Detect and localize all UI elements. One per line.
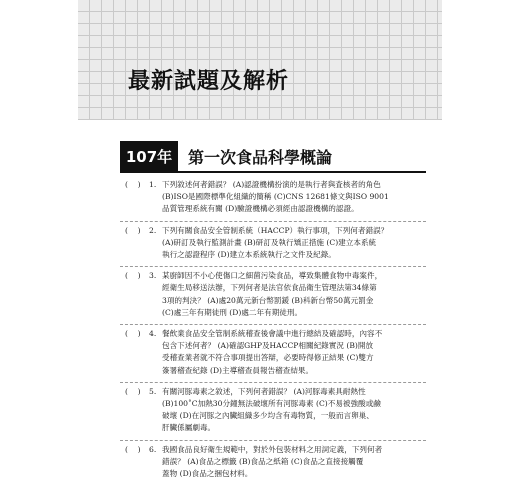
- question-text-line: 肝臟係屬劇毒。: [162, 423, 216, 433]
- answer-blank: ( ): [125, 180, 141, 189]
- question-item: [120, 383, 426, 441]
- question-item: [120, 325, 426, 383]
- question-text-line: 餐飲業食品安全管制系統稽查後會議中進行總結及確認時，內容不: [162, 329, 383, 339]
- question-text-line: 某廚師因不小心使傷口之細菌污染食品，導致集體食物中毒案件，: [162, 271, 383, 281]
- question-number: 3.: [149, 271, 157, 281]
- question-text-line: 品質管理系統有關 (D)驗證機構必須經由認證機構的認證。: [162, 204, 359, 214]
- question-number: 6.: [149, 444, 157, 454]
- year-label: 107年: [120, 141, 178, 171]
- exam-header: [120, 141, 426, 171]
- question-item: [120, 441, 426, 486]
- answer-blank: ( ): [125, 271, 141, 281]
- question-text-line: 包含下述何者？ (A)確認GHP及HACCP相關紀錄實況 (B)開放: [162, 341, 374, 351]
- question-text-line: 有關河豚毒素之敘述，下列何者錯誤？ (A)河豚毒素具耐熱性: [162, 386, 366, 396]
- answer-blank: ( ): [125, 386, 141, 396]
- answer-blank: ( ): [125, 225, 141, 235]
- question-text-line: 簽署稽查紀錄 (D)主導稽查員報告稽查結果。: [162, 365, 314, 375]
- question-number: 4.: [149, 329, 157, 339]
- question-text-line: 破壞 (D)在河豚之內臟組織多少均含有毒物質，一般而言卵巢、: [162, 411, 374, 421]
- question-number: 5.: [149, 386, 157, 396]
- question-text-line: 經衛生局移送法辦，下列何者是法官依食品衛生管理法第34條第: [162, 283, 377, 293]
- question-text-line: 蓋物 (D)食品之捆包材料。: [162, 469, 253, 479]
- question-text-line: 3項的判決？ (A)處20萬元新台幣罰鍰 (B)科新台幣50萬元罰金: [162, 295, 374, 305]
- question-text-line: 執行之認證程序 (D)建立本系統執行之文件及紀錄。: [162, 250, 336, 260]
- question-number: 1.: [149, 180, 157, 189]
- header-rule: [120, 171, 426, 173]
- answer-blank: ( ): [125, 444, 141, 454]
- question-text-line: 受稽查業者就不符合事項提出答辯，必要時得修正結果 (C)雙方: [162, 353, 374, 363]
- question-text-line: (B)ISO是國際標準化組織的簡稱 (C)CNS 12681條文與ISO 9001: [162, 192, 389, 202]
- section-title: 最新試題及解析: [128, 69, 290, 94]
- question-item: [120, 222, 426, 268]
- question-text-line: 錯誤？ (A)食品之標籤 (B)食品之紙箱 (C)食品之直接接觸覆: [162, 456, 364, 466]
- question-item: [120, 176, 426, 222]
- question-list: [120, 176, 426, 485]
- header-grid-banner: [78, 0, 442, 120]
- question-text-line: 我國食品良好衛生規範中，對於外包裝材料之用詞定義，下列何者: [162, 444, 383, 454]
- question-text-line: (C)處三年有期徒刑 (D)處二年有期徒刑。: [162, 307, 303, 317]
- exam-title: 第一次食品科學概論: [188, 147, 333, 167]
- question-item: [120, 267, 426, 325]
- answer-blank: ( ): [125, 329, 141, 339]
- question-text-line: 下列敘述何者錯誤？ (A)認證機構扮演的是執行者與査核者的角色: [162, 180, 381, 189]
- question-text-line: (B)100˚C加熱30分鐘無法破壞所有河豚毒素 (C)不易被強酸或鹼: [162, 399, 381, 409]
- question-text-line: 下列有關食品安全管制系統（HACCP）執行事項，下列何者錯誤？: [162, 225, 389, 235]
- question-text-line: (A)研訂及執行監測計畫 (B)研訂及執行矯正措施 (C)建立本系統: [162, 237, 377, 247]
- question-number: 2.: [149, 225, 157, 235]
